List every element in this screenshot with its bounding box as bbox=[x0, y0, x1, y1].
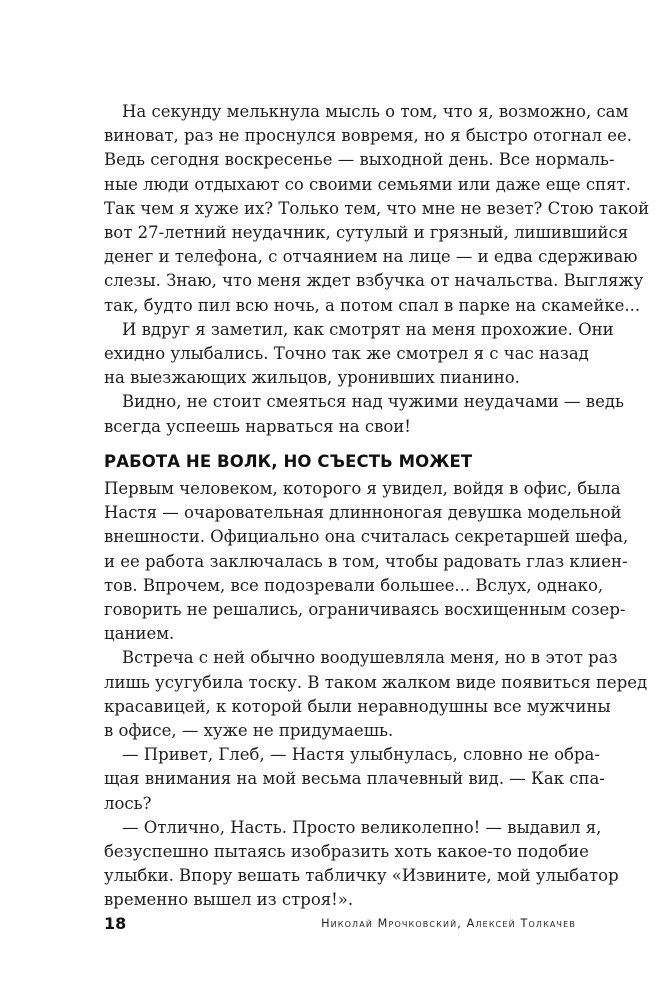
text-line: Так чем я хуже их? Только тем, что мне не везет? Стою такой bbox=[104, 198, 650, 218]
text-line: временно вышел из строя!». bbox=[104, 890, 354, 910]
text-line: вот 27-летний неудачник, сутулый и грязный, лишившийся bbox=[104, 223, 629, 243]
paragraph bbox=[104, 743, 605, 816]
text-line: слезы. Знаю, что меня ждет взбучка от начальства. Выгляжу bbox=[104, 271, 644, 291]
text-line: ные люди отдыхают со своими семьями или даже еще спят. bbox=[104, 174, 631, 194]
text-line: красавицей, к которой были неравнодушны все мужчины bbox=[104, 696, 611, 716]
text-line: Встреча с ней обычно воодушевляла меня, но в этот раз bbox=[122, 648, 618, 668]
text-line: Настя — очаровательная длинноногая девушка модельной bbox=[104, 503, 622, 523]
text-line: тов. Впрочем, все подозревали большее... Вслух, однако, bbox=[104, 575, 604, 595]
text-line: ехидно улыбались. Точно так же смотрел я с час назад bbox=[104, 344, 589, 364]
text-line: лось? bbox=[104, 793, 152, 813]
paragraph bbox=[104, 816, 619, 913]
section-heading: РАБОТА НЕ ВОЛК, НО СЪЕСТЬ МОЖЕТ bbox=[104, 452, 473, 471]
paragraph bbox=[104, 318, 614, 391]
text-block-top bbox=[104, 100, 650, 439]
text-line: всегда успеешь нарваться на свои! bbox=[104, 416, 411, 436]
text-line: лишь усугубила тоску. В таком жалком виде появиться перед bbox=[104, 672, 648, 692]
text-line: говорить не решались, ограничиваясь восхищенным созер- bbox=[104, 600, 626, 620]
running-footer-authors: Николай Мрочковский, Алексей Толкачев bbox=[321, 917, 576, 930]
paragraph bbox=[104, 100, 650, 318]
paragraph bbox=[104, 390, 624, 438]
text-line: денег и телефона, с отчаянием на лице — и едва сдерживаю bbox=[104, 247, 638, 267]
paragraph bbox=[104, 477, 629, 646]
text-line: — Привет, Глеб, — Настя улыбнулась, словно не обра- bbox=[122, 745, 600, 765]
text-line: и ее работа заключалась в том, чтобы радовать глаз клиен- bbox=[104, 551, 628, 571]
text-line: Ведь сегодня воскресенье — выходной день. Все нормаль- bbox=[104, 150, 615, 170]
text-line: внешности. Официально она считалась секретаршей шефа, bbox=[104, 527, 629, 547]
text-line: — Отлично, Насть. Просто великолепно! — выдавил я, bbox=[122, 817, 602, 837]
text-line: Видно, не стоит смеяться над чужими неудачами — ведь bbox=[122, 392, 624, 412]
text-line: виноват, раз не проснулся вовремя, но я быстро отогнал ее. bbox=[104, 126, 632, 146]
text-line: щая внимания на мой весьма плачевный вид. — Как спа- bbox=[104, 769, 605, 789]
text-line: цанием. bbox=[104, 624, 175, 644]
text-line: И вдруг я заметил, как смотрят на меня прохожие. Они bbox=[122, 319, 614, 339]
text-line: на выезжающих жильцов, уронивших пианино. bbox=[104, 368, 520, 388]
text-line: Первым человеком, которого я увидел, войдя в офис, была bbox=[104, 479, 621, 498]
text-line: улыбки. Впору вешать табличку «Извините, мой улыбатор bbox=[104, 866, 619, 886]
text-line: безуспешно пытаясь изобразить хоть какое-то подобие bbox=[104, 842, 589, 862]
text-line: так, будто пил всю ночь, а потом спал в парке на скамейке... bbox=[104, 295, 641, 315]
text-line: в офисе, — хуже не придумаешь. bbox=[104, 721, 394, 741]
text-line: На секунду мелькнула мысль о том, что я, возможно, сам bbox=[122, 102, 629, 121]
paragraph bbox=[104, 646, 648, 743]
text-block-bottom bbox=[104, 477, 648, 913]
page-number: 18 bbox=[104, 914, 127, 933]
